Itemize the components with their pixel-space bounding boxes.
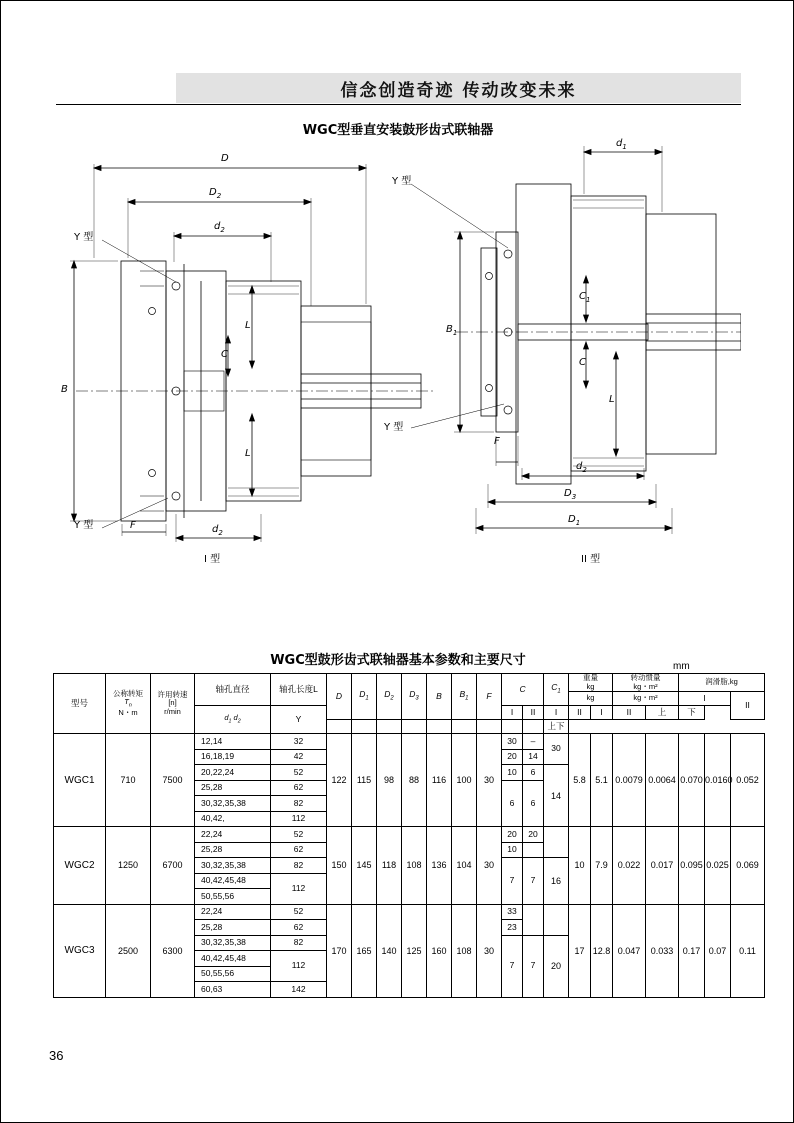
cell-torque: 1250	[106, 827, 151, 905]
th-bore-dia-sub: $d_1$ $d_2$	[195, 706, 271, 734]
cell-C1-extra: 30	[544, 734, 569, 765]
cell-B: 116	[427, 734, 452, 827]
cell-weight-I: 10	[569, 827, 591, 905]
th-bore-len: 轴孔长度L	[271, 674, 327, 706]
cell-bore-len: 112	[271, 811, 327, 827]
th-C1-b	[377, 720, 402, 734]
dim-label-D1: $D_1$	[568, 514, 581, 527]
figure-title: WGC型垂直安装鼓形齿式联轴器	[302, 123, 494, 138]
th-weight-unit: kg	[569, 692, 613, 706]
cell-D: 170	[327, 904, 352, 997]
cell-grease-I-up: 0.095	[679, 827, 705, 905]
cell-C-II: 6	[523, 780, 544, 827]
th-bore-len-sub: Y	[271, 706, 327, 734]
dim-label-d2-bottom: $d_2$	[212, 524, 223, 537]
cell-bore-dia: 30,32,35,38	[195, 796, 271, 812]
cell-C-I: 10	[502, 765, 523, 781]
cell-C-I: 30	[502, 734, 523, 750]
dim-label-D2: $D_2$	[209, 187, 222, 200]
cell-B: 136	[427, 827, 452, 905]
cell-grease-I-down: 0.025	[705, 827, 731, 905]
cell-bore-len: 52	[271, 765, 327, 781]
cell-bore-len: 82	[271, 935, 327, 951]
cell-bore-dia: 16,18,19	[195, 749, 271, 765]
cell-B1: 100	[452, 734, 477, 827]
cell-bore-len: 62	[271, 842, 327, 858]
cell-C-II: 20	[523, 827, 544, 843]
th-weight-I: I	[544, 706, 569, 720]
cell-C-II	[523, 842, 544, 858]
cell-C-II-pad	[523, 904, 544, 935]
cell-C-I: 6	[502, 780, 523, 827]
cell-bore-len: 62	[271, 920, 327, 936]
cell-C-I: 33	[502, 904, 523, 920]
header-rule	[56, 104, 741, 105]
th-grease-I-down: 下	[679, 706, 705, 720]
cell-bore-dia: 12,14	[195, 734, 271, 750]
th-C-II: II	[523, 706, 544, 720]
dim-label-D: D	[221, 153, 229, 164]
th-inertia-II: II	[613, 706, 646, 720]
th-weight-I-b	[402, 720, 427, 734]
th-D3: $D_3$	[402, 674, 427, 720]
th-bore-dia: 轴孔直径	[195, 674, 271, 706]
cell-inertia-I: 0.0079	[613, 734, 646, 827]
cell-F: 30	[477, 827, 502, 905]
th-D2: $D_2$	[377, 674, 402, 720]
cell-B: 160	[427, 904, 452, 997]
cell-bore-len: 52	[271, 904, 327, 920]
cell-D2: 98	[377, 734, 402, 827]
th-weight-II-b	[427, 720, 452, 734]
table-row	[54, 827, 765, 843]
cell-grease-II: 0.11	[731, 904, 765, 997]
th-model: 型号	[54, 674, 106, 734]
cell-D2: 140	[377, 904, 402, 997]
cell-torque: 710	[106, 734, 151, 827]
dim-label-F: F	[130, 520, 136, 531]
cell-bore-dia: 30,32,35,38	[195, 858, 271, 874]
cell-bore-dia: 25,28	[195, 920, 271, 936]
cell-grease-I-up: 0.17	[679, 904, 705, 997]
y-type-label-right-top: Y 型	[392, 176, 412, 187]
dim-label-d2-right: $d_2$	[576, 461, 587, 474]
dim-label-C: C	[221, 349, 228, 360]
technical-drawing	[56, 136, 741, 576]
cell-speed: 6700	[151, 827, 195, 905]
cell-speed: 7500	[151, 734, 195, 827]
cell-bore-len: 42	[271, 749, 327, 765]
cell-C-II: 7	[523, 858, 544, 905]
cell-bore-dia: 40,42,45,48	[195, 951, 271, 967]
coupling-drawing-svg	[56, 136, 741, 576]
cell-weight-II: 5.1	[591, 734, 613, 827]
cell-bore-len: 32	[271, 734, 327, 750]
dim-label-d1: $d_1$	[616, 138, 627, 151]
cell-model: WGC3	[54, 904, 106, 997]
cell-D3: 125	[402, 904, 427, 997]
cell-C-II: 7	[523, 935, 544, 997]
th-grease-I-up-b	[502, 720, 523, 734]
cell-bore-dia: 60,63	[195, 982, 271, 998]
cell-C-I: 23	[502, 920, 523, 936]
cell-C-I: 20	[502, 749, 523, 765]
cell-speed: 6300	[151, 904, 195, 997]
cell-bore-dia: 22,24	[195, 904, 271, 920]
cell-bore-len: 82	[271, 858, 327, 874]
th-B: B	[427, 674, 452, 720]
th-C1: $C_1$	[544, 674, 569, 706]
th-inertia-II-b	[477, 720, 502, 734]
th-C: C	[502, 674, 544, 706]
cell-C-II: 6	[523, 765, 544, 781]
cell-weight-I: 17	[569, 904, 591, 997]
cell-D2: 118	[377, 827, 402, 905]
cell-D: 150	[327, 827, 352, 905]
y-type-label-left-bottom: Y 型	[74, 520, 94, 531]
cell-C1: 16	[544, 858, 569, 905]
cell-B1: 104	[452, 827, 477, 905]
th-C-I: I	[502, 706, 523, 720]
cell-bore-dia: 22,24	[195, 827, 271, 843]
cell-C-I: 20	[502, 827, 523, 843]
cell-B1: 108	[452, 904, 477, 997]
y-type-label-left-top: Y 型	[74, 232, 94, 243]
dim-label-L-right: L	[609, 394, 615, 405]
cell-weight-II: 12.8	[591, 904, 613, 997]
cell-bore-dia: 40,42,	[195, 811, 271, 827]
cell-bore-dia: 25,28	[195, 842, 271, 858]
cell-D1: 165	[352, 904, 377, 997]
cell-grease-I-down: 0.0160	[705, 734, 731, 827]
table-row	[54, 734, 765, 750]
cell-bore-dia: 40,42,45,48	[195, 873, 271, 889]
cell-weight-II: 7.9	[591, 827, 613, 905]
cell-F: 30	[477, 904, 502, 997]
th-D1: $D_1$	[352, 674, 377, 720]
th-C-I-b	[327, 720, 352, 734]
cell-model: WGC1	[54, 734, 106, 827]
cell-C-I: 7	[502, 858, 523, 905]
dim-label-L-lower: L	[245, 448, 251, 459]
cell-C-I: 7	[502, 935, 523, 997]
dim-label-C1: $C_1$	[579, 291, 591, 304]
table-title: WGC型鼓形齿式联轴器基本参数和主要尺寸	[270, 653, 526, 668]
th-inertia: 转动惯量 kg・m²	[613, 674, 679, 692]
cell-bore-len: 62	[271, 780, 327, 796]
cell-grease-I-down: 0.07	[705, 904, 731, 997]
cell-C-II: –	[523, 734, 544, 750]
cell-bore-len: 52	[271, 827, 327, 843]
banner-title: 信念创造奇迹 传动改变未来	[340, 80, 577, 101]
dim-label-B: B	[61, 384, 68, 395]
th-F: F	[477, 674, 502, 720]
dim-label-C-right: C	[579, 357, 586, 368]
cell-inertia-I: 0.022	[613, 827, 646, 905]
specs-table-wrap	[53, 673, 759, 998]
unit-label: mm	[673, 661, 690, 672]
cell-C1: 14	[544, 765, 569, 827]
header-banner	[176, 73, 741, 103]
cell-bore-len: 82	[271, 796, 327, 812]
cell-weight-I: 5.8	[569, 734, 591, 827]
dim-label-D3: $D_3$	[564, 488, 577, 501]
cell-D3: 108	[402, 827, 427, 905]
cell-bore-dia: 50,55,56	[195, 966, 271, 982]
cell-inertia-II: 0.0064	[646, 734, 679, 827]
cell-C1: 20	[544, 935, 569, 997]
cell-bore-len: 112	[271, 951, 327, 982]
cell-bore-len: 112	[271, 873, 327, 904]
cell-grease-II: 0.069	[731, 827, 765, 905]
page-number: 36	[49, 1048, 64, 1063]
th-grease-II: II	[731, 692, 765, 720]
cell-C1-pad	[544, 904, 569, 935]
cell-inertia-II: 0.017	[646, 827, 679, 905]
cell-D1: 115	[352, 734, 377, 827]
th-D: D	[327, 674, 352, 720]
figure-caption-type2: II 型	[581, 554, 601, 565]
th-grease-I-up: 上	[646, 706, 679, 720]
th-weight-II: II	[569, 706, 591, 720]
th-weight: 重量 kg	[569, 674, 613, 692]
specs-table	[53, 673, 765, 998]
cell-model: WGC2	[54, 827, 106, 905]
cell-F: 30	[477, 734, 502, 827]
cell-inertia-II: 0.033	[646, 904, 679, 997]
cell-bore-dia: 25,28	[195, 780, 271, 796]
th-grease-I-down-b	[523, 720, 544, 734]
th-grease: 润滑脂,kg	[679, 674, 765, 692]
th-inertia-I: I	[591, 706, 613, 720]
cell-C-II: 14	[523, 749, 544, 765]
cell-bore-dia: 50,55,56	[195, 889, 271, 905]
table-row	[54, 904, 765, 920]
cell-grease-I-up: 0.070	[679, 734, 705, 827]
cell-C1-pad	[544, 827, 569, 858]
th-grease-II-updown: 上下	[544, 720, 569, 734]
dim-label-d2-top: $d_2$	[214, 221, 225, 234]
cell-bore-dia: 20,22,24	[195, 765, 271, 781]
th-C-II-b	[352, 720, 377, 734]
th-grease-I: I	[679, 692, 731, 706]
figure-caption-type1: I 型	[204, 554, 221, 565]
cell-bore-len: 142	[271, 982, 327, 998]
dim-label-F-right: F	[494, 436, 500, 447]
y-type-label-right-bottom: Y 型	[384, 422, 404, 433]
cell-bore-dia: 30,32,35,38	[195, 935, 271, 951]
th-B1: $B_1$	[452, 674, 477, 720]
cell-torque: 2500	[106, 904, 151, 997]
th-torque: 公称转矩 $T_n$ N・m	[106, 674, 151, 734]
th-speed: 许用转速 [n] r/min	[151, 674, 195, 734]
dim-label-L-upper: L	[245, 320, 251, 331]
cell-D: 122	[327, 734, 352, 827]
th-inertia-unit: kg・m²	[613, 692, 679, 706]
th-inertia-I-b	[452, 720, 477, 734]
dim-label-B1: $B_1$	[446, 324, 458, 337]
cell-D1: 145	[352, 827, 377, 905]
cell-D3: 88	[402, 734, 427, 827]
cell-inertia-I: 0.047	[613, 904, 646, 997]
cell-C-I: 10	[502, 842, 523, 858]
cell-grease-II: 0.052	[731, 734, 765, 827]
